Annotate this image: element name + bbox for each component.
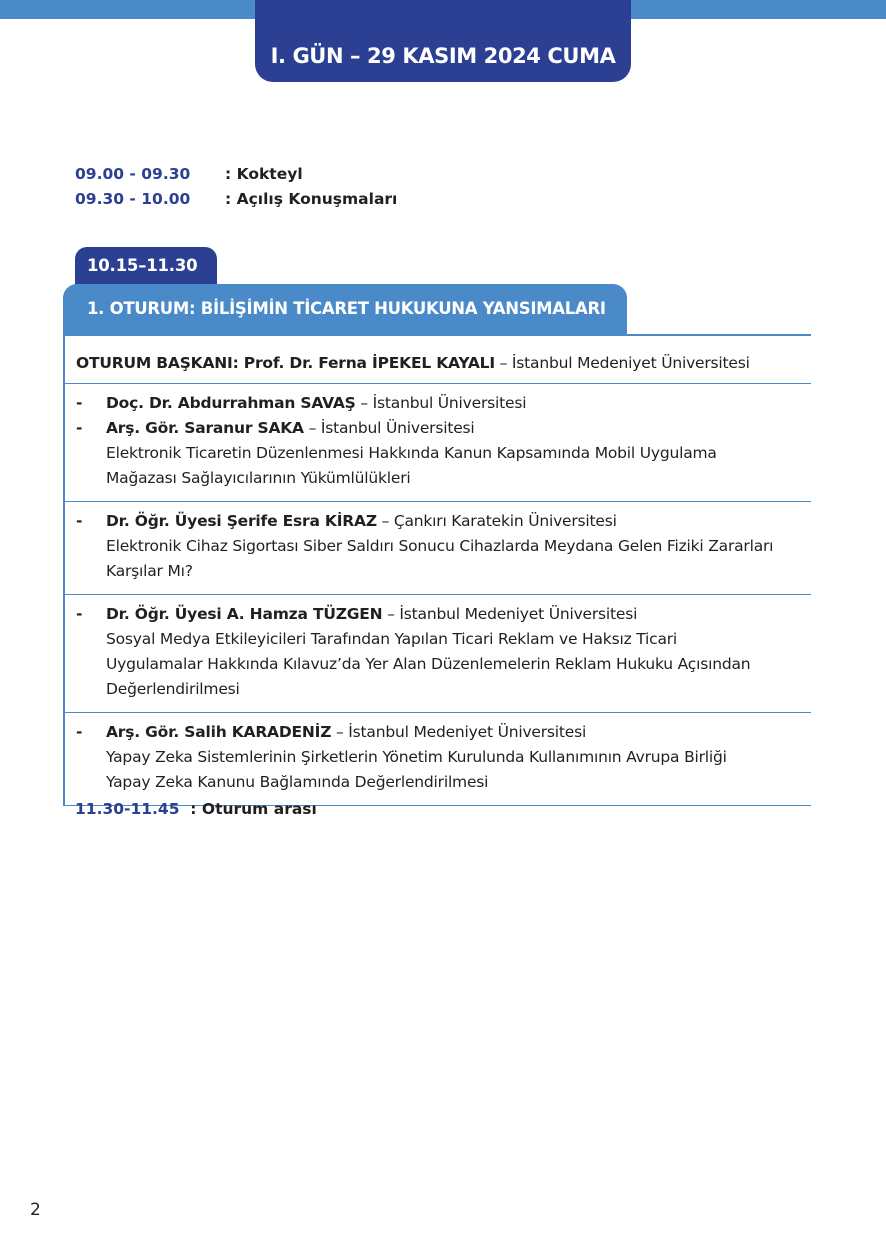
speaker-name: Dr. Öğr. Üyesi A. Hamza TÜZGEN: [106, 605, 383, 623]
speaker-name: Arş. Gör. Salih KARADENİZ: [106, 723, 332, 741]
talk-title-line: Elektronik Cihaz Sigortası Siber Saldırı Sonucu Cihazlarda Meydana Gelen Fiziki Zararları: [106, 537, 774, 555]
speaker-line: - Dr. Öğr. Üyesi Şerife Esra KİRAZ – Çankırı Karatekin Üniversitesi: [76, 512, 617, 530]
speaker-affiliation: – İstanbul Medeniyet Üniversitesi: [382, 605, 638, 623]
speaker-affiliation: – Çankırı Karatekin Üniversitesi: [376, 512, 617, 530]
talk-item: [65, 502, 811, 595]
talk-title-line: Karşılar Mı?: [106, 562, 193, 580]
speaker-name: Arş. Gör. Saranur SAKA: [106, 419, 304, 437]
schedule-row: [75, 165, 303, 187]
break-label: : Oturum arası: [179, 800, 317, 818]
session-time-tab: 10.15–11.30: [75, 247, 217, 289]
talk-title-line: Sosyal Medya Etkileyicileri Tarafından Yapılan Ticari Reklam ve Haksız Ticari: [106, 630, 678, 648]
schedule-label: : Kokteyl: [225, 165, 303, 183]
schedule-label: : Açılış Konuşmaları: [225, 190, 398, 208]
chair-name: OTURUM BAŞKANI: Prof. Dr. Ferna İPEKEL KAYALI: [76, 354, 495, 372]
page-number: 2: [30, 1200, 41, 1220]
speaker-name: Dr. Öğr. Üyesi Şerife Esra KİRAZ: [106, 512, 377, 530]
break-row: [75, 800, 317, 818]
schedule-time: 09.30 - 10.00: [75, 190, 191, 208]
talk-title-line: Yapay Zeka Kanunu Bağlamında Değerlendirilmesi: [106, 773, 489, 791]
speaker-line: - Dr. Öğr. Üyesi A. Hamza TÜZGEN – İstanbul Medeniyet Üniversitesi: [76, 605, 638, 623]
speaker-line: - Arş. Gör. Salih KARADENİZ – İstanbul Medeniyet Üniversitesi: [76, 723, 587, 741]
day-title: I. GÜN – 29 KASIM 2024 CUMA: [270, 44, 616, 68]
session-box: [63, 334, 811, 806]
speaker-affiliation: – İstanbul Medeniyet Üniversitesi: [331, 723, 587, 741]
day-header-tab: [255, 0, 631, 82]
schedule-time: 09.00 - 09.30: [75, 165, 191, 183]
talk-item: [65, 384, 811, 502]
talk-title-line: Değerlendirilmesi: [106, 680, 240, 698]
talk-title-line: Elektronik Ticaretin Düzenlenmesi Hakkında Kanun Kapsamında Mobil Uygulama: [106, 444, 717, 462]
speaker-line: - Arş. Gör. Saranur SAKA – İstanbul Üniversitesi: [76, 419, 475, 437]
session-chair: [65, 336, 811, 384]
speaker-affiliation: – İstanbul Üniversitesi: [355, 394, 527, 412]
talk-title-line: Mağazası Sağlayıcılarının Yükümlülükleri: [106, 469, 411, 487]
speaker-line: - Doç. Dr. Abdurrahman SAVAŞ – İstanbul Üniversitesi: [76, 394, 527, 412]
chair-affiliation: – İstanbul Medeniyet Üniversitesi: [494, 354, 750, 372]
talk-title-line: Yapay Zeka Sistemlerinin Şirketlerin Yönetim Kurulunda Kullanımının Avrupa Birliği: [106, 748, 727, 766]
talk-item: [65, 595, 811, 713]
schedule-row: [75, 190, 397, 212]
talk-item: [65, 713, 811, 806]
speaker-name: Doç. Dr. Abdurrahman SAVAŞ: [106, 394, 356, 412]
talk-title-line: Uygulamalar Hakkında Kılavuz’da Yer Alan Düzenlemelerin Reklam Hukuku Açısından: [106, 655, 751, 673]
break-time: 11.30-11.45: [75, 800, 180, 818]
session-title-tab: 1. OTURUM: BİLİŞİMİN TİCARET HUKUKUNA YANSIMALARI: [63, 284, 627, 334]
speaker-affiliation: – İstanbul Üniversitesi: [303, 419, 475, 437]
